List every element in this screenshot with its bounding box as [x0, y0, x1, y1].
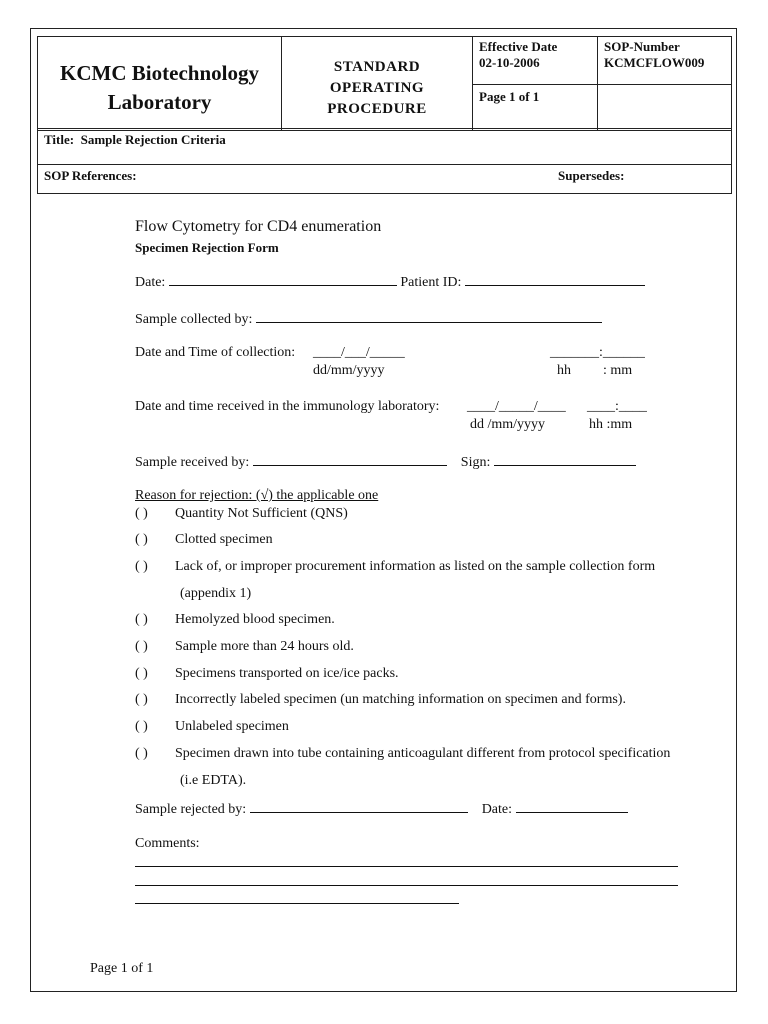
checkbox[interactable]: ( ) — [135, 559, 148, 574]
comments-line[interactable] — [135, 885, 678, 886]
collected-by-row: Sample collected by: — [135, 311, 602, 328]
reason-option: ( ) Hemolyzed blood specimen. — [135, 612, 335, 627]
collection-time-hh: hh — [557, 363, 571, 378]
comments-label: Comments: — [135, 836, 200, 851]
reason-label: Reason for rejection: (√) the applicable one — [135, 488, 379, 503]
title-row: Title: Sample Rejection Criteria — [37, 128, 732, 165]
checkbox[interactable]: ( ) — [135, 692, 148, 707]
checkbox[interactable]: ( ) — [135, 506, 148, 521]
checkbox[interactable]: ( ) — [135, 719, 148, 734]
collection-label: Date and Time of collection: — [135, 345, 296, 360]
checkbox[interactable]: ( ) — [135, 612, 148, 627]
collection-date-format: dd/mm/yyyy — [313, 363, 385, 378]
received-by-row: Sample received by: Sign: — [135, 454, 636, 471]
document-header-table — [37, 36, 732, 131]
reason-option: ( ) Clotted specimen — [135, 532, 273, 547]
comments-line[interactable] — [135, 903, 459, 904]
sign-field[interactable] — [494, 454, 636, 466]
reason-option: ( ) Specimen drawn into tube containing anticoagulant different from protocol specification — [135, 746, 671, 761]
rejected-date-field[interactable] — [516, 801, 628, 813]
supersedes-label: Supersedes: — [558, 168, 625, 183]
effective-date-cell: Effective Date 02-10-2006 — [473, 37, 598, 85]
form-heading: Flow Cytometry for CD4 enumeration — [135, 218, 382, 235]
received-date-field[interactable]: ____/_____/____ — [467, 399, 566, 414]
document-title: Sample Rejection Criteria — [80, 132, 226, 147]
lab-name: KCMC Biotechnology Laboratory — [38, 37, 282, 131]
sop-heading: STANDARD OPERATING PROCEDURE — [282, 37, 473, 131]
date-field[interactable] — [169, 274, 397, 286]
reason-option: ( ) Lack of, or improper procurement information as listed on the sample collection form — [135, 559, 656, 574]
sop-references-label: SOP References: — [44, 168, 137, 183]
received-time-format: hh :mm — [589, 417, 633, 432]
reason-option: ( ) Sample more than 24 hours old. — [135, 639, 354, 654]
reason-option: ( ) Unlabeled specimen — [135, 719, 289, 734]
checkbox[interactable]: ( ) — [135, 639, 148, 654]
footer-page-number: Page 1 of 1 — [90, 961, 154, 976]
empty-cell — [598, 85, 732, 131]
form-subheading: Specimen Rejection Form — [135, 240, 279, 255]
reason-option-continued: (appendix 1) — [180, 586, 252, 601]
received-date-format: dd /mm/yyyy — [470, 417, 546, 432]
reason-option: ( ) Specimens transported on ice/ice packs. — [135, 666, 399, 681]
collected-by-field[interactable] — [256, 311, 602, 323]
reason-option: ( ) Quantity Not Sufficient (QNS) — [135, 506, 348, 521]
comments-line[interactable] — [135, 866, 678, 867]
received-time-field[interactable]: ____:____ — [587, 399, 647, 414]
patient-id-field[interactable] — [465, 274, 645, 286]
sop-number-cell: SOP-Number KCMCFLOW009 — [598, 37, 732, 85]
date-patient-row: Date: Patient ID: — [135, 274, 645, 291]
received-by-field[interactable] — [253, 454, 447, 466]
checkbox[interactable]: ( ) — [135, 746, 148, 761]
checkbox[interactable]: ( ) — [135, 532, 148, 547]
collection-time-field[interactable]: _______:______ — [550, 345, 645, 360]
rejected-by-row: Sample rejected by: Date: — [135, 801, 628, 818]
reason-option-continued: (i.e EDTA). — [180, 773, 247, 788]
checkbox[interactable]: ( ) — [135, 666, 148, 681]
rejected-by-field[interactable] — [250, 801, 468, 813]
references-row — [37, 164, 732, 194]
reason-option: ( ) Incorrectly labeled specimen (un matching information on specimen and forms). — [135, 692, 626, 707]
received-label: Date and time received in the immunology laboratory: — [135, 399, 440, 414]
page-number-cell: Page 1 of 1 — [473, 85, 598, 131]
collection-time-mm: : mm — [603, 363, 633, 378]
collection-date-field[interactable]: ____/___/_____ — [313, 345, 405, 360]
